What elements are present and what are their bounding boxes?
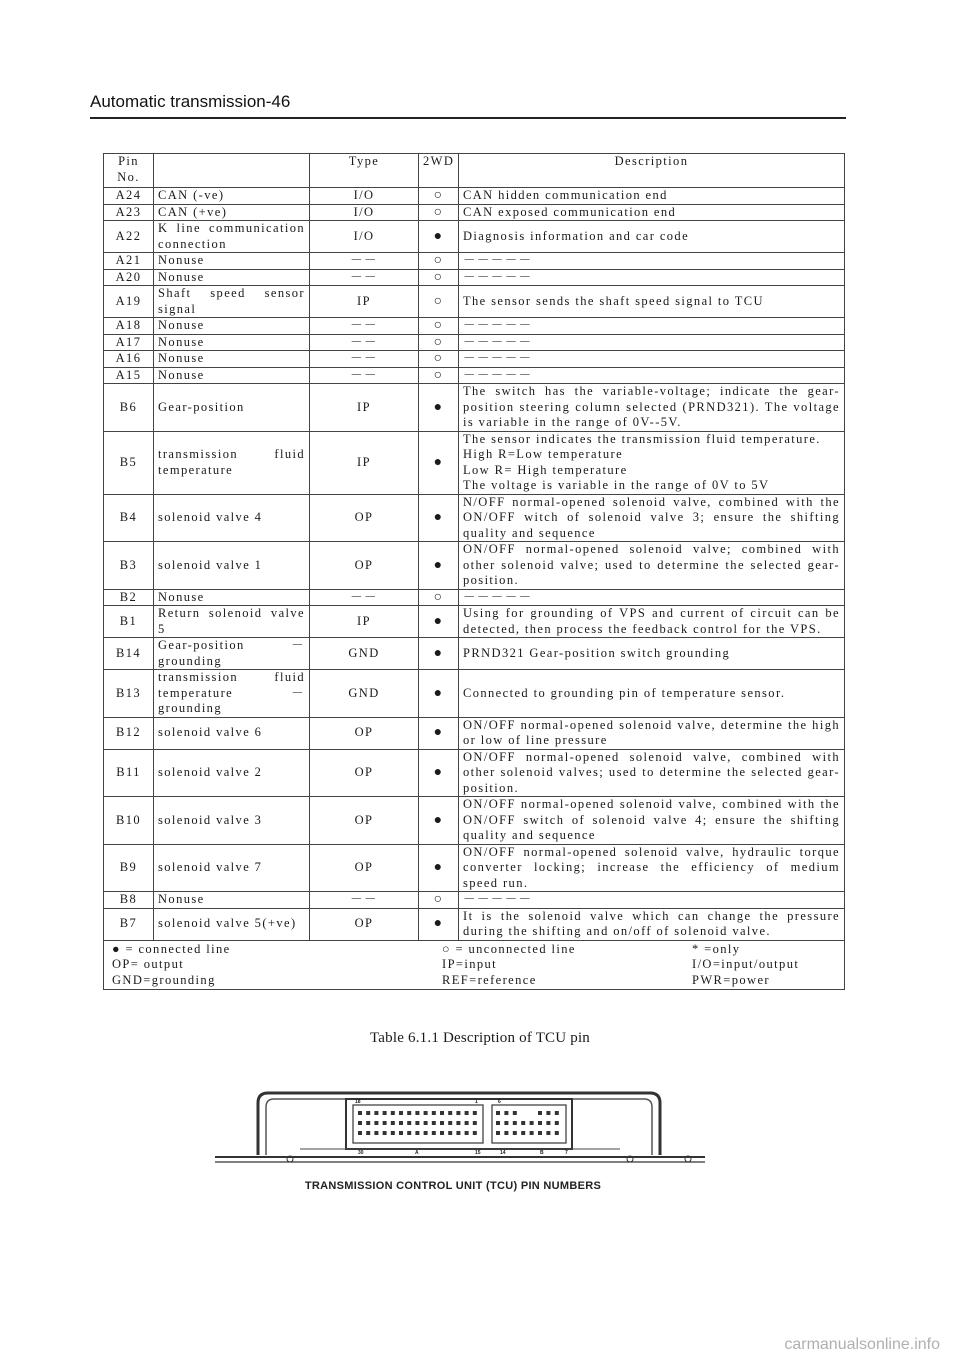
table-row bbox=[104, 286, 845, 318]
type-cell: GND bbox=[310, 638, 419, 670]
connector-pin bbox=[358, 1111, 362, 1115]
type-cell: OP bbox=[310, 797, 419, 845]
connection-cell: ● bbox=[419, 797, 459, 845]
connector-pin bbox=[448, 1111, 452, 1115]
connector-pin bbox=[465, 1111, 469, 1115]
description-cell: N/OFF normal-opened solenoid valve, combined with the ON/OFF witch of solenoid valve 3; ensure the shifting quality and sequence bbox=[459, 494, 845, 542]
column-header-description: Description bbox=[459, 154, 845, 188]
connector-pin bbox=[399, 1131, 403, 1135]
connection-cell: ● bbox=[419, 670, 459, 718]
connector-pin bbox=[456, 1131, 460, 1135]
connector-pin bbox=[513, 1131, 517, 1135]
connector-pin bbox=[407, 1131, 411, 1135]
type-cell: －－ bbox=[310, 351, 419, 368]
description-cell: ON/OFF normal-opened solenoid valve, combined with other solenoid valves; used to determine the selected gear-position. bbox=[459, 749, 845, 797]
type-cell: OP bbox=[310, 542, 419, 590]
pin-cell: A15 bbox=[104, 367, 154, 384]
header-divider bbox=[90, 117, 846, 119]
connection-cell: ○ bbox=[419, 269, 459, 286]
legend-output: OP= output bbox=[112, 957, 185, 971]
connector-pin bbox=[448, 1131, 452, 1135]
type-cell: OP bbox=[310, 494, 419, 542]
connector-pin bbox=[415, 1111, 419, 1115]
pin-cell: B4 bbox=[104, 494, 154, 542]
table-body bbox=[104, 188, 845, 941]
type-cell: OP bbox=[310, 844, 419, 892]
signal-name-cell: Nonuse bbox=[154, 351, 310, 368]
table-row bbox=[104, 384, 845, 432]
pin-cell: A20 bbox=[104, 269, 154, 286]
connection-cell: ● bbox=[419, 384, 459, 432]
pin-cell: B1 bbox=[104, 606, 154, 638]
table-header-row bbox=[104, 154, 845, 188]
description-cell: －－－－－ bbox=[459, 334, 845, 351]
connector-pin bbox=[546, 1121, 550, 1125]
signal-name-cell: solenoid valve 4 bbox=[154, 494, 310, 542]
legend-io: I/O=input/output bbox=[692, 957, 800, 971]
type-cell: －－ bbox=[310, 269, 419, 286]
type-cell: IP bbox=[310, 286, 419, 318]
connector-pin bbox=[521, 1121, 525, 1125]
connector-pin bbox=[440, 1121, 444, 1125]
table-row bbox=[104, 589, 845, 606]
connector-pin bbox=[432, 1111, 436, 1115]
connector-pin bbox=[496, 1111, 500, 1115]
table-row bbox=[104, 908, 845, 940]
signal-name-cell: transmission fluid temperature － grounding bbox=[154, 670, 310, 718]
signal-name-cell: solenoid valve 7 bbox=[154, 844, 310, 892]
legend-connected: ● = connected line bbox=[112, 941, 231, 956]
type-cell: －－ bbox=[310, 253, 419, 270]
description-cell: ON/OFF normal-opened solenoid valve, combined with the ON/OFF switch of solenoid valve 4; ensure the shifting quality and sequence bbox=[459, 797, 845, 845]
connector-pin bbox=[415, 1131, 419, 1135]
table-row bbox=[104, 334, 845, 351]
legend-reference: REF=reference bbox=[442, 972, 537, 987]
connection-cell: ○ bbox=[419, 589, 459, 606]
legend-only: * =only bbox=[692, 941, 741, 956]
column-header-name bbox=[154, 154, 310, 188]
connector-mark-7: 7 bbox=[565, 1150, 568, 1156]
pin-cell: B13 bbox=[104, 670, 154, 718]
signal-name-cell: Nonuse bbox=[154, 892, 310, 909]
connector-pin bbox=[440, 1111, 444, 1115]
connector-pin bbox=[538, 1121, 542, 1125]
type-cell: OP bbox=[310, 749, 419, 797]
signal-name-cell: Nonuse bbox=[154, 589, 310, 606]
connector-pin bbox=[391, 1111, 395, 1115]
connector-pin bbox=[383, 1111, 387, 1115]
signal-name-cell: Shaft speed sensor signal bbox=[154, 286, 310, 318]
connector-pin bbox=[465, 1121, 469, 1125]
tcu-pin-table bbox=[103, 153, 845, 990]
watermark-text: carmanualsonline.info bbox=[784, 1336, 940, 1353]
connection-cell: ● bbox=[419, 494, 459, 542]
connector-mark-30: 30 bbox=[358, 1150, 364, 1156]
connector-pin bbox=[546, 1111, 550, 1115]
connector-pin bbox=[391, 1121, 395, 1125]
type-cell: －－ bbox=[310, 334, 419, 351]
type-cell: IP bbox=[310, 431, 419, 494]
legend-input: IP=input bbox=[442, 957, 498, 971]
description-cell: ON/OFF normal-opened solenoid valve; combined with other solenoid valve; used to determine the selected gear-position. bbox=[459, 542, 845, 590]
connector-pin bbox=[432, 1121, 436, 1125]
description-cell: The sensor indicates the transmission fluid temperature. High R=Low temperature Low R= High temperature The voltage is variable in the range of 0V to 5V bbox=[459, 431, 845, 494]
pin-cell: A17 bbox=[104, 334, 154, 351]
column-header-type: Type bbox=[310, 154, 419, 188]
description-cell: －－－－－ bbox=[459, 269, 845, 286]
connector-pin bbox=[465, 1131, 469, 1135]
description-cell: CAN exposed communication end bbox=[459, 204, 845, 221]
connector-pin bbox=[521, 1131, 525, 1135]
signal-name-cell: Nonuse bbox=[154, 253, 310, 270]
signal-name-cell: Nonuse bbox=[154, 334, 310, 351]
connector-pin bbox=[366, 1121, 370, 1125]
signal-name-cell: Gear-position － grounding bbox=[154, 638, 310, 670]
table-row bbox=[104, 542, 845, 590]
legend-cell bbox=[104, 940, 845, 990]
table-row bbox=[104, 269, 845, 286]
connector-mark-14: 14 bbox=[500, 1150, 506, 1156]
connector-pin bbox=[473, 1121, 477, 1125]
description-cell: －－－－－ bbox=[459, 351, 845, 368]
description-cell: Connected to grounding pin of temperature sensor. bbox=[459, 670, 845, 718]
connector-pin bbox=[456, 1121, 460, 1125]
connector-pin bbox=[504, 1131, 508, 1135]
type-cell: －－ bbox=[310, 367, 419, 384]
connector-pin bbox=[530, 1121, 534, 1125]
table-caption: Table 6.1.1 Description of TCU pin bbox=[369, 1030, 591, 1046]
type-cell: －－ bbox=[310, 318, 419, 335]
description-cell: PRND321 Gear-position switch grounding bbox=[459, 638, 845, 670]
connection-cell: ○ bbox=[419, 253, 459, 270]
description-cell: The switch has the variable-voltage; indicate the gear-position steering column selected (PRND321). The voltage is variable in the range of 0V--5V. bbox=[459, 384, 845, 432]
signal-name-cell: transmission fluid temperature bbox=[154, 431, 310, 494]
pin-cell: B8 bbox=[104, 892, 154, 909]
connector-mark-a: A bbox=[415, 1150, 419, 1156]
pin-cell: B7 bbox=[104, 908, 154, 940]
connection-cell: ○ bbox=[419, 334, 459, 351]
signal-name-cell: solenoid valve 1 bbox=[154, 542, 310, 590]
pin-cell: A24 bbox=[104, 188, 154, 205]
connector-mark-15: 15 bbox=[475, 1150, 481, 1156]
connector-pin bbox=[383, 1121, 387, 1125]
type-cell: IP bbox=[310, 606, 419, 638]
connector-pin bbox=[358, 1131, 362, 1135]
pin-cell: B3 bbox=[104, 542, 154, 590]
connector-pin bbox=[496, 1121, 500, 1125]
connector-pin bbox=[399, 1111, 403, 1115]
connector-mark-1: 1 bbox=[475, 1099, 478, 1105]
type-cell: GND bbox=[310, 670, 419, 718]
connection-cell: ● bbox=[419, 606, 459, 638]
connection-cell: ● bbox=[419, 542, 459, 590]
connection-cell: ○ bbox=[419, 318, 459, 335]
signal-name-cell: solenoid valve 3 bbox=[154, 797, 310, 845]
connector-pin bbox=[399, 1121, 403, 1125]
signal-name-cell: Nonuse bbox=[154, 269, 310, 286]
column-header-pin: Pin No. bbox=[104, 154, 154, 188]
connector-a-pins bbox=[358, 1111, 477, 1135]
connector-pin bbox=[358, 1121, 362, 1125]
table-row bbox=[104, 253, 845, 270]
table-row bbox=[104, 318, 845, 335]
connector-pin bbox=[415, 1121, 419, 1125]
description-cell: It is the solenoid valve which can change the pressure during the shifting and on/off of solenoid valve. bbox=[459, 908, 845, 940]
table-row bbox=[104, 749, 845, 797]
connector-pin bbox=[555, 1111, 559, 1115]
signal-name-cell: K line communication connection bbox=[154, 221, 310, 253]
table-row bbox=[104, 844, 845, 892]
pin-cell: B6 bbox=[104, 384, 154, 432]
legend-power: PWR=power bbox=[692, 972, 770, 987]
signal-name-cell: solenoid valve 5(+ve) bbox=[154, 908, 310, 940]
pin-cell: A18 bbox=[104, 318, 154, 335]
pin-cell: B11 bbox=[104, 749, 154, 797]
description-cell: Using for grounding of VPS and current of circuit can be detected, then process the feedback control for the VPS. bbox=[459, 606, 845, 638]
connector-pin bbox=[456, 1111, 460, 1115]
type-cell: IP bbox=[310, 384, 419, 432]
connector-pin bbox=[504, 1111, 508, 1115]
connection-cell: ○ bbox=[419, 351, 459, 368]
type-cell: OP bbox=[310, 908, 419, 940]
signal-name-cell: Nonuse bbox=[154, 367, 310, 384]
connection-cell: ● bbox=[419, 749, 459, 797]
type-cell: I/O bbox=[310, 188, 419, 205]
signal-name-cell: solenoid valve 6 bbox=[154, 717, 310, 749]
description-cell: Diagnosis information and car code bbox=[459, 221, 845, 253]
connector-pin bbox=[432, 1131, 436, 1135]
connection-cell: ○ bbox=[419, 188, 459, 205]
connector-pin bbox=[366, 1111, 370, 1115]
connection-cell: ● bbox=[419, 908, 459, 940]
pin-cell: A22 bbox=[104, 221, 154, 253]
pin-cell: A23 bbox=[104, 204, 154, 221]
connector-pin bbox=[424, 1111, 428, 1115]
connector-pin bbox=[496, 1131, 500, 1135]
pin-cell: B10 bbox=[104, 797, 154, 845]
pin-cell: A19 bbox=[104, 286, 154, 318]
table-row bbox=[104, 670, 845, 718]
description-cell: －－－－－ bbox=[459, 892, 845, 909]
connector-pin bbox=[473, 1111, 477, 1115]
connector-pin bbox=[407, 1121, 411, 1125]
connector-pin bbox=[374, 1121, 378, 1125]
table-row bbox=[104, 204, 845, 221]
signal-name-cell: Gear-position bbox=[154, 384, 310, 432]
signal-name-cell: CAN (+ve) bbox=[154, 204, 310, 221]
table-row bbox=[104, 351, 845, 368]
connection-cell: ● bbox=[419, 717, 459, 749]
legend-unconnected: ○ = unconnected line bbox=[442, 941, 576, 956]
table-row bbox=[104, 188, 845, 205]
connector-pin bbox=[374, 1131, 378, 1135]
description-cell: －－－－－ bbox=[459, 253, 845, 270]
connector-pin bbox=[440, 1131, 444, 1135]
pin-cell: B14 bbox=[104, 638, 154, 670]
table-row bbox=[104, 431, 845, 494]
table-row bbox=[104, 717, 845, 749]
connector-pin bbox=[504, 1121, 508, 1125]
type-cell: －－ bbox=[310, 589, 419, 606]
connector-pin bbox=[366, 1131, 370, 1135]
connector-pin bbox=[473, 1131, 477, 1135]
connector-pin bbox=[374, 1111, 378, 1115]
type-cell: I/O bbox=[310, 204, 419, 221]
connection-cell: ● bbox=[419, 221, 459, 253]
connection-cell: ○ bbox=[419, 367, 459, 384]
connector-pin bbox=[424, 1131, 428, 1135]
table-row bbox=[104, 892, 845, 909]
legend-grounding: GND=grounding bbox=[112, 972, 216, 987]
connector-pin bbox=[391, 1131, 395, 1135]
pin-cell: B2 bbox=[104, 589, 154, 606]
connector-pin bbox=[538, 1111, 542, 1115]
connector-pin bbox=[538, 1131, 542, 1135]
table-row bbox=[104, 494, 845, 542]
connector-mark-18: 18 bbox=[355, 1099, 361, 1105]
connector-pin bbox=[513, 1121, 517, 1125]
connection-cell: ● bbox=[419, 844, 459, 892]
pin-cell: A21 bbox=[104, 253, 154, 270]
connection-cell: ● bbox=[419, 638, 459, 670]
page-header-title: Automatic transmission-46 bbox=[90, 92, 291, 111]
description-cell: －－－－－ bbox=[459, 367, 845, 384]
connector-mark-b: B bbox=[540, 1150, 544, 1156]
type-cell: OP bbox=[310, 717, 419, 749]
pin-cell: B5 bbox=[104, 431, 154, 494]
pin-cell: A16 bbox=[104, 351, 154, 368]
table-row bbox=[104, 367, 845, 384]
type-cell: －－ bbox=[310, 892, 419, 909]
connector-pin bbox=[383, 1131, 387, 1135]
table-row bbox=[104, 221, 845, 253]
connection-cell: ● bbox=[419, 431, 459, 494]
connector-pin bbox=[555, 1131, 559, 1135]
table-row bbox=[104, 638, 845, 670]
table-row bbox=[104, 606, 845, 638]
connector-pin bbox=[424, 1121, 428, 1125]
legend-row bbox=[104, 940, 845, 990]
figure-label: TRANSMISSION CONTROL UNIT (TCU) PIN NUMBERS bbox=[304, 1180, 602, 1192]
connector-mark-6: 6 bbox=[498, 1099, 501, 1105]
type-cell: I/O bbox=[310, 221, 419, 253]
connection-cell: ○ bbox=[419, 204, 459, 221]
connector-pin bbox=[530, 1131, 534, 1135]
column-header-2wd: 2WD bbox=[419, 154, 459, 188]
description-cell: CAN hidden communication end bbox=[459, 188, 845, 205]
table-row bbox=[104, 797, 845, 845]
connector-pin bbox=[546, 1131, 550, 1135]
pin-cell: B12 bbox=[104, 717, 154, 749]
connector-pin bbox=[513, 1111, 517, 1115]
connection-cell: ○ bbox=[419, 892, 459, 909]
connector-pin bbox=[407, 1111, 411, 1115]
connector-pin bbox=[448, 1121, 452, 1125]
signal-name-cell: Return solenoid valve 5 bbox=[154, 606, 310, 638]
description-cell: －－－－－ bbox=[459, 318, 845, 335]
tcu-connector-figure bbox=[210, 1085, 710, 1195]
pin-cell: B9 bbox=[104, 844, 154, 892]
description-cell: ON/OFF normal-opened solenoid valve, determine the high or low of line pressure bbox=[459, 717, 845, 749]
description-cell: －－－－－ bbox=[459, 589, 845, 606]
signal-name-cell: solenoid valve 2 bbox=[154, 749, 310, 797]
description-cell: The sensor sends the shaft speed signal to TCU bbox=[459, 286, 845, 318]
connector-pin bbox=[555, 1121, 559, 1125]
description-cell: ON/OFF normal-opened solenoid valve, hydraulic torque converter locking; increase the efficiency of medium speed run. bbox=[459, 844, 845, 892]
connection-cell: ○ bbox=[419, 286, 459, 318]
signal-name-cell: Nonuse bbox=[154, 318, 310, 335]
signal-name-cell: CAN (-ve) bbox=[154, 188, 310, 205]
